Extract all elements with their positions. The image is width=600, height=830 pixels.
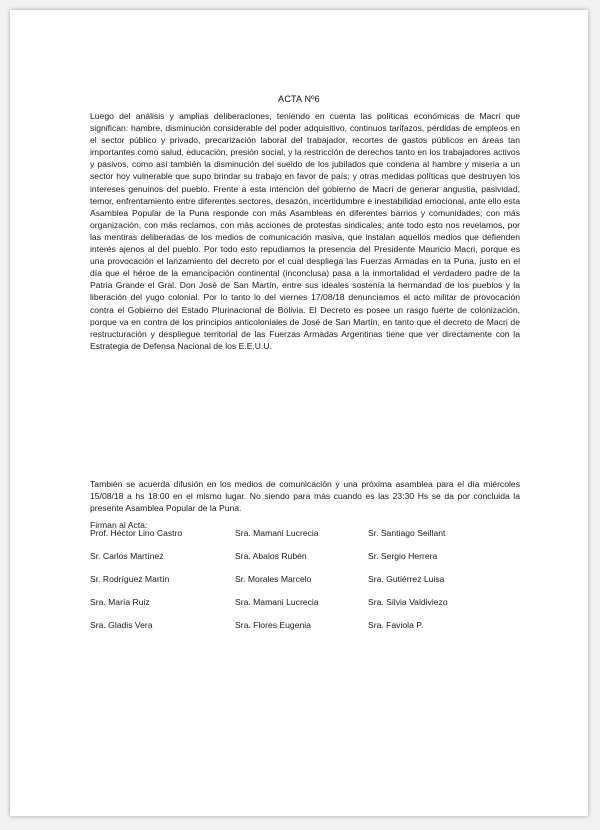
signers-heading: Firman al Acta: bbox=[90, 520, 148, 530]
signer-name: Sr. Sergio Herrera bbox=[368, 551, 438, 561]
closing-paragraph: También se acuerda difusión en los medios de comunicación y una próxima asamblea para el día miércoles 15/08/18 a hs 18:00 en el mismo lugar. No siendo para más cuando es las 23:30 Hs se da por concluida la presente Asamblea Popular de la Puna. bbox=[90, 479, 520, 514]
signer-row bbox=[90, 597, 520, 620]
signer-name: Sra. Mamani Lucrecia bbox=[235, 597, 319, 607]
signer-name: Prof. Héctor Lino Castro bbox=[90, 528, 183, 538]
signer-name: Sr. Santiago Seillant bbox=[368, 528, 446, 538]
signer-name: Sr. Rodríguez Martín bbox=[90, 574, 170, 584]
signer-name: Sra. Flores Eugenia bbox=[235, 620, 311, 630]
signers-list bbox=[90, 528, 520, 643]
signer-name: Sra. Mamani Lucrecia bbox=[235, 528, 319, 538]
signer-name: Sra. Abalos Rubén bbox=[235, 551, 307, 561]
signer-row bbox=[90, 528, 520, 551]
document-page bbox=[10, 10, 588, 816]
signer-row bbox=[90, 551, 520, 574]
signer-name: Sra. María Ruiz bbox=[90, 597, 150, 607]
signer-name: Sra. Silvia Valdiviezo bbox=[368, 597, 448, 607]
signer-row bbox=[90, 620, 520, 643]
signer-name: Sra. Gutiérrez Luisa bbox=[368, 574, 445, 584]
document-title: ACTA Nº6 bbox=[278, 94, 320, 104]
signer-row bbox=[90, 574, 520, 597]
signer-name: Sra. Faviola P. bbox=[368, 620, 424, 630]
signer-name: Sr. Carlos Martínez bbox=[90, 551, 164, 561]
signer-name: Sra. Gladis Vera bbox=[90, 620, 153, 630]
main-paragraph: Luego del análisis y amplias deliberaciones, teniendo en cuenta las políticas económicas de Macri que significan: hambre, disminución considerable del poder adquisitivo, continuos tarifazos, pérdidas de empleos en el sector público y privado, precarización laboral del trabajador, recortes de gastos públicos en áreas tan importantes como salud, educación, presión social, y la restricción de derechos tanto en los trabajadores activos y pasivos, como así también la disminución del sueldo de los jubilados que condena al hambre y miseria a un sector hoy vulnerable que supo brindar su trabajo en favor de país; y otras medidas políticas que destruyen los intereses genuinos del pueblo. Frente a esta intención del gobierno de Macri de generar angustia, pasividad, temor, enfrentamiento entre diferentes sectores, desazón, incertidumbre e inestabilidad emocional, ante ello esta Asamblea Popular de la Puna responde con más Asambleas en diferentes barrios y comunidades, con más organización, con más reclamos, con más acciones de protestas sindicales; ante todo esto nos revelamos, por las mentiras deliberadas de los medios de comunicación masiva, que instalan aquellos medios que defienden interés ajenos al del pueblo. Por todo esto repudiamos la presencia del Presidente Mauricio Macri, porque es una provocación el lanzamiento del decreto por el cual despliega las Fuerzas Armadas en la Puna, justo en el día que el héroe de la emancipación continental (inconclusa) pasa a la inmortalidad el verdadero padre de la Patria Grande el Gral. Don José de San Martín, entre sus ideales sostenía la hermandad de los pueblos y la liberación del yugo colonial. Por lo tanto lo del viernes 17/08/18 denunciamos el acto militar de provocación contra el Gobierno del Estado Plurinacional de Bolivia. El Decreto es posee un rasgo fuerte de colonización, porque va en contra de los principios anticoloniales de José de San Martín, en tanto que el decreto de Macri de restructuración y despliegue territorial de las Fuerzas Armadas Argentinas tiene que ver directamente con la Estrategia de Defensa Nacional de los E.E.U.U. bbox=[90, 111, 520, 351]
signer-name: Sr. Morales Marcelo bbox=[235, 574, 312, 584]
